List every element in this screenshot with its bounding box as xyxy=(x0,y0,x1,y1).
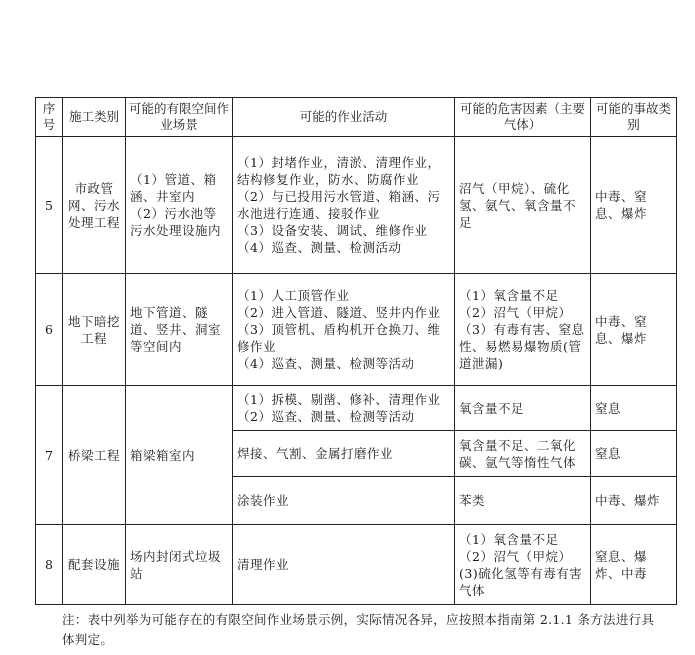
hazard-cell: 氧含量不足 xyxy=(455,386,591,431)
hazard-cell xyxy=(455,525,591,605)
table-footnote: 注：表中列举为可能存在的有限空间作业场景示例，实际情况各异，应按照本指南第 2.1.1 条方法进行具体判定。 xyxy=(62,612,655,647)
accident-cell: 窒息、爆炸、中毒 xyxy=(591,525,677,605)
header-scene: 可能的有限空间作业场景 xyxy=(126,98,233,137)
hazard-line: （1）氧含量不足 xyxy=(459,531,559,547)
scene-cell: 场内封闭式垃圾站 xyxy=(126,525,233,605)
header-accident: 可能的事故类别 xyxy=(591,98,677,137)
hazard-line: （3）有毒有害、窒息性、易燃易爆物质(管道泄漏) xyxy=(459,322,585,371)
activity-line: （4）巡查、测量、检测等活动 xyxy=(237,356,415,371)
activity-cell: 焊接、气割、金属打磨作业 xyxy=(233,431,455,477)
seq-cell: 6 xyxy=(36,274,63,386)
activity-line: （1）封堵作业，清淤、清理作业，结构修复作业，防水、防腐作业 xyxy=(237,155,441,187)
header-seq: 序号 xyxy=(36,98,63,137)
activity-cell: 清理作业 xyxy=(233,525,455,605)
accident-cell: 中毒、窒息、爆炸 xyxy=(591,137,677,274)
activity-cell xyxy=(233,386,455,431)
scene-line: （2）污水池等污水处理设施内 xyxy=(130,206,222,238)
seq-cell: 7 xyxy=(36,386,63,525)
category-cell: 市政管网、污水处理工程 xyxy=(63,137,126,274)
confined-space-table xyxy=(35,97,677,605)
accident-cell: 中毒、爆炸 xyxy=(591,477,677,525)
header-hazard: 可能的危害因素（主要气体） xyxy=(455,98,591,137)
hazard-line: （2）沼气（甲烷） xyxy=(459,305,572,320)
table-row xyxy=(36,274,677,386)
activity-cell: 涂装作业 xyxy=(233,477,455,525)
table-row xyxy=(36,525,677,605)
hazard-cell xyxy=(455,274,591,386)
category-cell: 配套设施 xyxy=(63,525,126,605)
hazard-cell: 苯类 xyxy=(455,477,591,525)
table-row xyxy=(36,386,677,431)
category-cell: 桥梁工程 xyxy=(63,386,126,525)
scene-cell xyxy=(126,274,233,386)
category-cell: 地下暗挖工程 xyxy=(63,274,126,386)
activity-line: （2）巡查、测量、检测等活动 xyxy=(237,409,415,424)
header-activity: 可能的作业活动 xyxy=(233,98,455,137)
header-category: 施工类别 xyxy=(63,98,126,137)
hazard-line: （2）沼气（甲烷） xyxy=(459,548,572,564)
header-row xyxy=(36,98,677,137)
table-row xyxy=(36,137,677,274)
scene-line: （1）管道、箱涵、井室内 xyxy=(130,172,217,204)
activity-line: （1）人工顶管作业 xyxy=(237,288,350,303)
seq-cell: 5 xyxy=(36,137,63,274)
hazard-line: （1）氧含量不足 xyxy=(459,288,559,303)
activity-cell xyxy=(233,274,455,386)
activity-line: （3）设备安装、调试、维修作业 xyxy=(237,223,428,238)
scene-cell: 箱梁箱室内 xyxy=(126,386,233,525)
activity-line: （2）与已投用污水管道、箱涵、污水池进行连通、接驳作业 xyxy=(237,189,441,221)
accident-cell: 中毒、窒息、爆炸 xyxy=(591,274,677,386)
accident-cell: 窒息 xyxy=(591,431,677,477)
activity-line: （2）进入管道、隧道、竖井内作业 xyxy=(237,305,441,320)
seq-cell: 8 xyxy=(36,525,63,605)
activity-line: （4）巡查、测量、检测活动 xyxy=(237,240,402,255)
hazard-line: 沼气（甲烷）、硫化氢、氨气、氧含量不足 xyxy=(459,180,577,230)
scene-line: 地下管道、隧道、竖井、洞室等空间内 xyxy=(130,305,222,354)
activity-line: （3）顶管机、盾构机开仓换刀、维修作业 xyxy=(237,322,441,354)
activity-line: （1）拆模、剔凿、修补、清理作业 xyxy=(237,392,441,407)
activity-cell xyxy=(233,137,455,274)
scene-cell xyxy=(126,137,233,274)
hazard-cell xyxy=(455,137,591,274)
accident-cell: 窒息 xyxy=(591,386,677,431)
hazard-line: (3)硫化氢等有毒有害气体 xyxy=(459,565,583,598)
hazard-cell: 氧含量不足、二氧化碳、氩气等惰性气体 xyxy=(455,431,591,477)
